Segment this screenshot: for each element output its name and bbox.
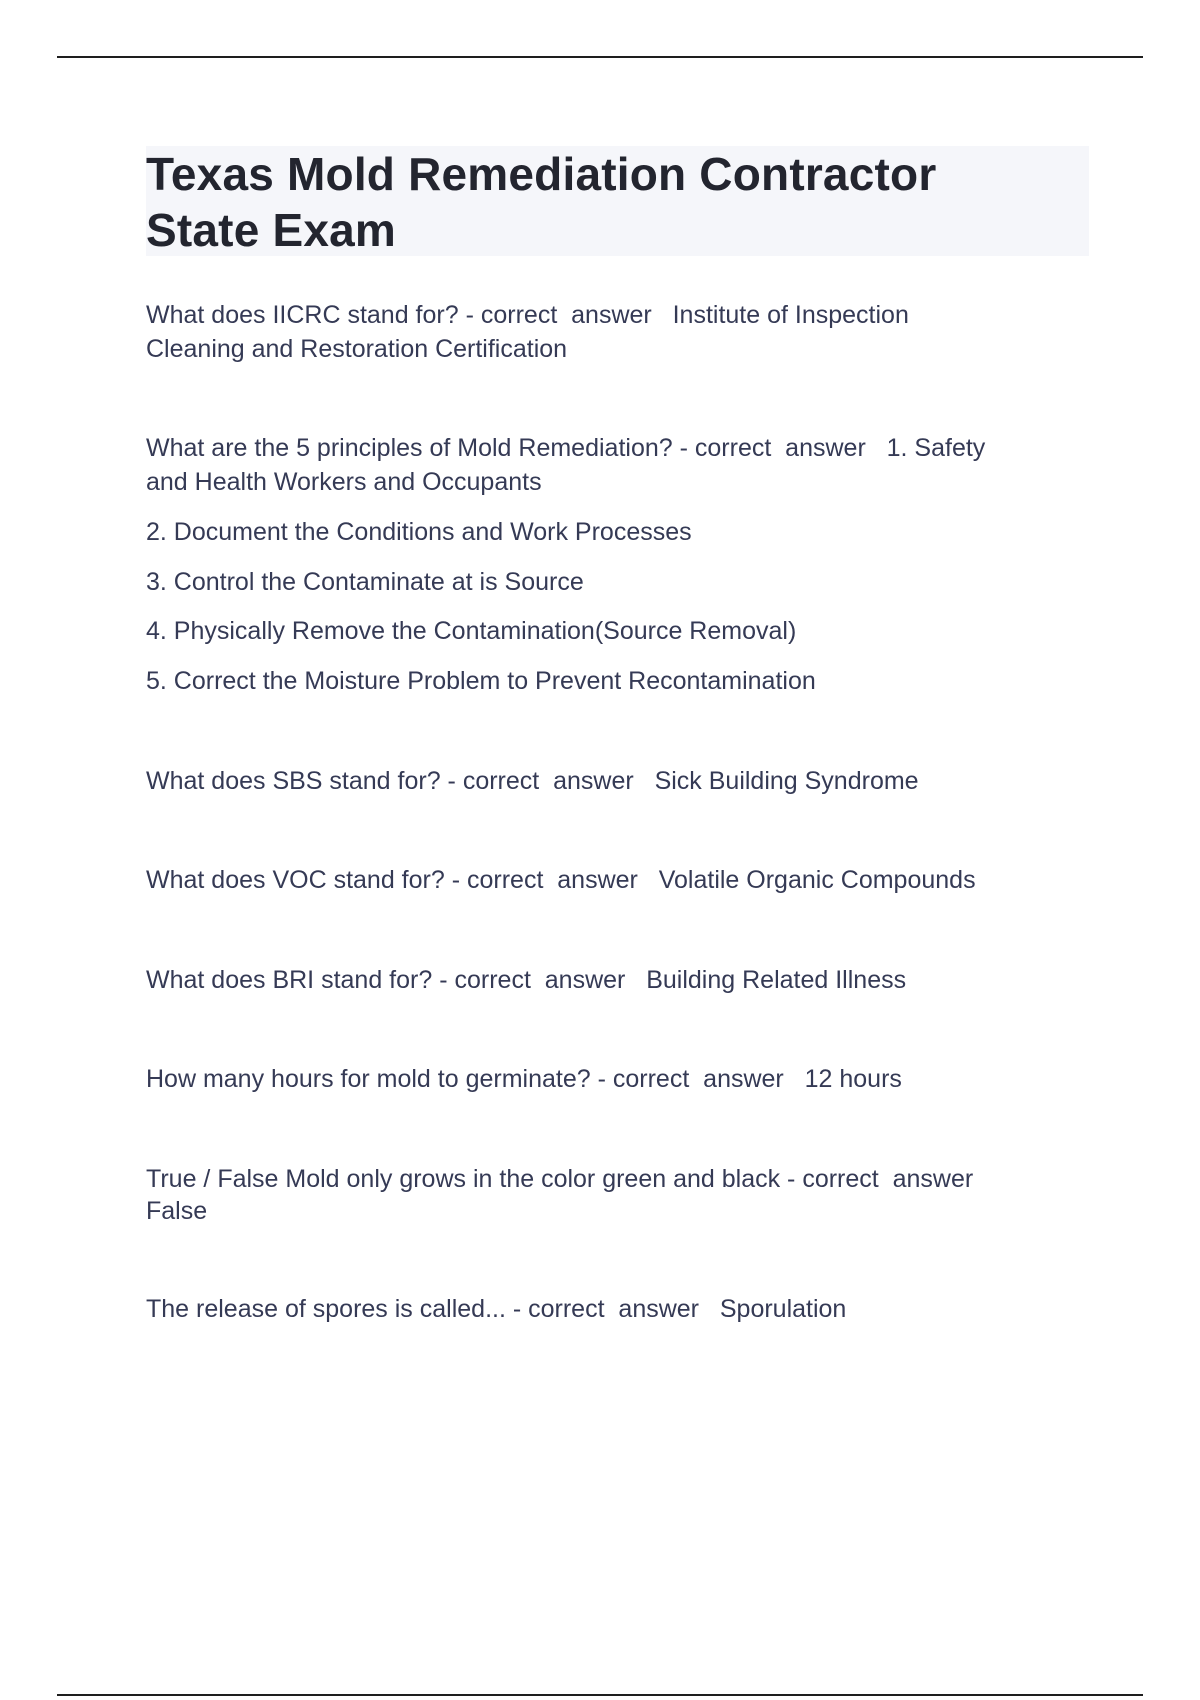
- question-text: True / False Mold only grows in the color green and black: [146, 1165, 781, 1193]
- question-text: What does SBS stand for?: [146, 767, 441, 795]
- principle-item: 4. Physically Remove the Contamination(Source Removal): [146, 617, 797, 645]
- title-block: [146, 146, 1089, 256]
- answer-separator: - correct answer: [458, 301, 673, 329]
- answer-text: 1. Safety: [886, 434, 986, 462]
- principle-item: 3. Control the Contaminate at is Source: [146, 568, 584, 596]
- qa-line: [146, 963, 1089, 997]
- principle-item: 2. Document the Conditions and Work Processes: [146, 518, 692, 546]
- qa-line: [146, 1292, 1089, 1326]
- answer-separator: - correct answer: [440, 767, 655, 795]
- qa-item-voc: [146, 863, 1089, 897]
- qa-line: [146, 298, 1089, 332]
- question-text: The release of spores is called...: [146, 1295, 506, 1323]
- document-title: [146, 146, 1089, 258]
- qa-item-iicrc: [146, 298, 1089, 366]
- answer-text: Building Related Illness: [646, 966, 907, 994]
- title-line-2: State Exam: [146, 204, 397, 256]
- answer-separator: - correct answer: [432, 966, 647, 994]
- answer-text: False: [146, 1197, 208, 1225]
- qa-line: [146, 764, 1089, 798]
- answer-text: Sick Building Syndrome: [654, 767, 919, 795]
- answer-continuation: Cleaning and Restoration Certification: [146, 335, 568, 363]
- qa-item-mold-color: [146, 1162, 1089, 1226]
- answer-text: 12 hours: [804, 1065, 902, 1093]
- qa-line: [146, 431, 1089, 465]
- question-text: What does BRI stand for?: [146, 966, 433, 994]
- answer-separator: - correct answer: [444, 866, 659, 894]
- answer-separator: - correct answer: [590, 1065, 805, 1093]
- qa-item-sporulation: [146, 1292, 1089, 1326]
- answer-separator: - correct answer: [672, 434, 887, 462]
- top-rule: [57, 56, 1143, 58]
- question-text: How many hours for mold to germinate?: [146, 1065, 591, 1093]
- bottom-rule: [57, 1694, 1143, 1696]
- answer-separator: - correct answer: [505, 1295, 720, 1323]
- qa-item-germinate: [146, 1062, 1089, 1096]
- answer-separator: - correct answer: [780, 1165, 974, 1193]
- qa-line: [146, 863, 1089, 897]
- qa-line: [146, 1162, 1089, 1196]
- question-text: What does VOC stand for?: [146, 866, 445, 894]
- qa-item-bri: [146, 963, 1089, 997]
- document-body: [146, 146, 1089, 1326]
- qa-item-principles: [146, 431, 1089, 698]
- answer-text: Volatile Organic Compounds: [658, 866, 976, 894]
- question-text: What are the 5 principles of Mold Remediation?: [146, 434, 673, 462]
- qa-item-sbs: [146, 764, 1089, 798]
- answer-text: Institute of Inspection: [672, 301, 909, 329]
- qa-line: [146, 1062, 1089, 1096]
- title-line-1: Texas Mold Remediation Contractor: [146, 148, 937, 200]
- answer-text: Sporulation: [719, 1295, 847, 1323]
- answer-continuation: and Health Workers and Occupants: [146, 468, 542, 496]
- principle-item: 5. Correct the Moisture Problem to Prevent Recontamination: [146, 667, 816, 695]
- question-text: What does IICRC stand for?: [146, 301, 459, 329]
